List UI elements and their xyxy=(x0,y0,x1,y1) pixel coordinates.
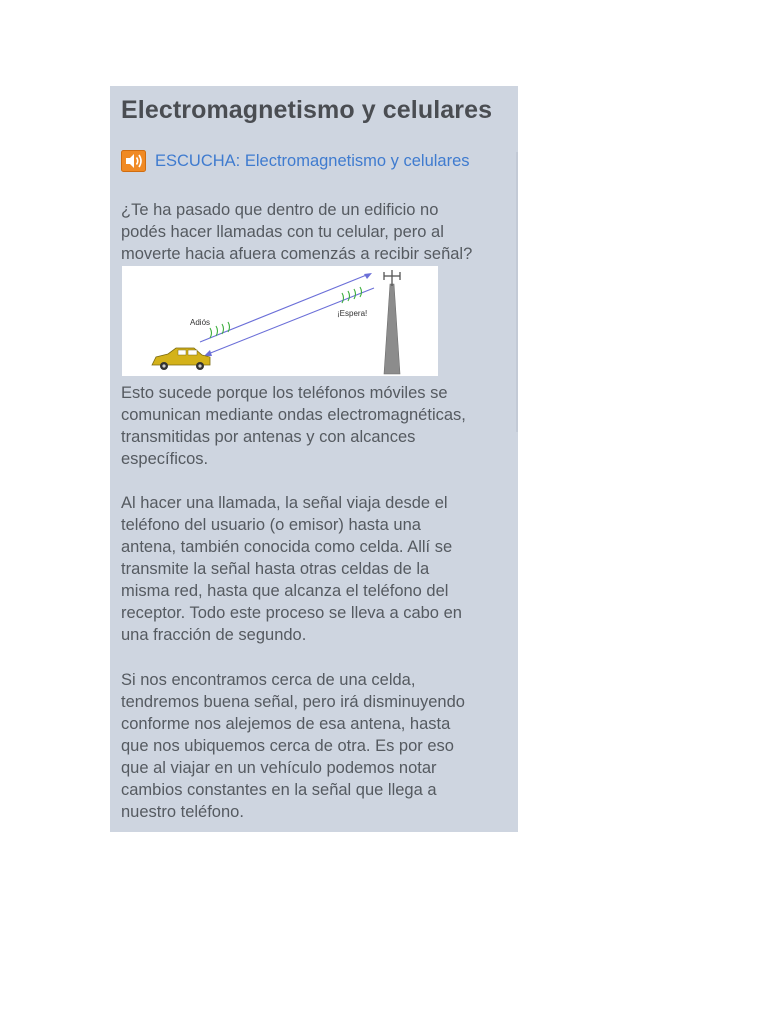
text-line: Esto sucede porque los teléfonos móviles se xyxy=(121,384,448,402)
text-line: teléfono del usuario (o emisor) hasta una xyxy=(121,516,421,534)
paragraph-1 xyxy=(121,382,513,470)
text-line: tendremos buena señal, pero irá disminuyendo xyxy=(121,693,465,711)
label-espera: ¡Espera! xyxy=(337,309,368,318)
text-line: una fracción de segundo. xyxy=(121,626,307,644)
scrollbar[interactable] xyxy=(516,152,518,432)
text-line: receptor. Todo este proceso se lleva a cabo en xyxy=(121,604,462,622)
label-adios: Adiós xyxy=(190,318,211,327)
listen-row[interactable] xyxy=(121,149,470,173)
text-line: conforme nos alejemos de esa antena, hasta xyxy=(121,715,451,733)
car-icon xyxy=(152,348,210,370)
text-line: específicos. xyxy=(121,450,209,468)
antenna-tower-icon xyxy=(384,270,400,374)
text-line: comunican mediante ondas electromagnéticas, xyxy=(121,406,466,424)
text-line: cambios constantes en la señal que llega a xyxy=(121,781,437,799)
paragraph-3 xyxy=(121,669,513,823)
text-line: antena, también conocida como celda. Allí se xyxy=(121,538,453,556)
intro-paragraph xyxy=(121,199,513,265)
text-line: transmite la señal hasta otras celdas de la xyxy=(121,560,430,578)
article-title: Electromagnetismo y celulares xyxy=(121,96,493,124)
speaker-icon[interactable] xyxy=(121,150,146,172)
text-line: Al hacer una llamada, la señal viaja desde el xyxy=(121,494,448,512)
article-panel xyxy=(110,86,518,832)
text-line: que al viajar en un vehículo podemos notar xyxy=(121,759,437,777)
text-line: ¿Te ha pasado que dentro de un edificio no xyxy=(121,201,439,219)
text-line: que nos ubiquemos cerca de otra. Es por eso xyxy=(121,737,454,755)
text-line: Si nos encontramos cerca de una celda, xyxy=(121,671,416,689)
listen-link[interactable]: ESCUCHA: Electromagnetismo y celulares xyxy=(155,151,470,170)
text-line: transmitidas por antenas y con alcances xyxy=(121,428,416,446)
paragraph-2 xyxy=(121,492,513,646)
text-line: podés hacer llamadas con tu celular, pero al xyxy=(121,223,444,241)
text-line: nuestro teléfono. xyxy=(121,803,244,821)
signal-illustration xyxy=(122,266,438,376)
text-line: misma red, hasta que alcanza el teléfono del xyxy=(121,582,449,600)
text-line: moverte hacia afuera comenzás a recibir señal? xyxy=(121,245,473,263)
